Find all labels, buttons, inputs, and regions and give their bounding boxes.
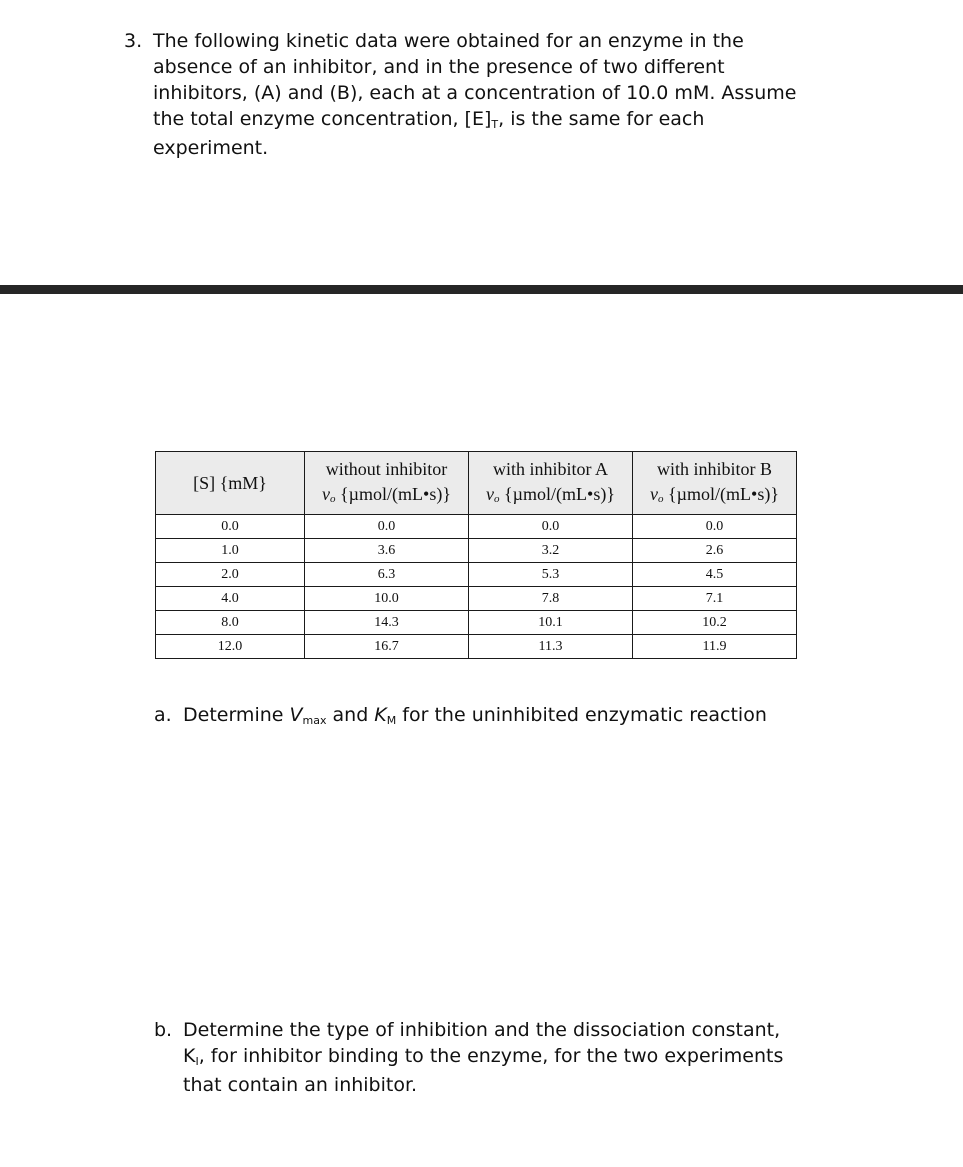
cell-inhibitor-a: 11.3 bbox=[469, 635, 633, 659]
header-unit: vo {µmol/(mL•s)} bbox=[486, 483, 615, 505]
question-line: absence of an inhibitor, and in the presence of two different bbox=[153, 56, 725, 78]
header-unit: vo {µmol/(mL•s)} bbox=[322, 483, 451, 505]
cell-without-inhibitor: 14.3 bbox=[305, 611, 469, 635]
header-unit: vo {µmol/(mL•s)} bbox=[650, 483, 779, 505]
km-symbol: K bbox=[374, 704, 387, 726]
cell-without-inhibitor: 0.0 bbox=[305, 515, 469, 539]
kinetic-data-table bbox=[155, 451, 797, 659]
part-a-label: a. bbox=[154, 704, 172, 726]
cell-inhibitor-a: 5.3 bbox=[469, 563, 633, 587]
section-divider bbox=[0, 285, 963, 294]
cell-without-inhibitor: 16.7 bbox=[305, 635, 469, 659]
header-title: with inhibitor A bbox=[492, 458, 608, 479]
header-title: without inhibitor bbox=[325, 458, 448, 479]
cell-inhibitor-b: 7.1 bbox=[633, 587, 797, 611]
question-line-text: the total enzyme concentration, [E] bbox=[153, 108, 492, 130]
cell-substrate: 1.0 bbox=[156, 539, 305, 563]
table-row bbox=[156, 563, 797, 587]
question-line-text: , is the same for each bbox=[498, 108, 705, 130]
cell-substrate: 4.0 bbox=[156, 587, 305, 611]
cell-without-inhibitor: 3.6 bbox=[305, 539, 469, 563]
cell-substrate: 12.0 bbox=[156, 635, 305, 659]
table-row bbox=[156, 635, 797, 659]
enzyme-total-subscript: T bbox=[491, 118, 499, 131]
table-row bbox=[156, 515, 797, 539]
cell-inhibitor-b: 10.2 bbox=[633, 611, 797, 635]
header-title: with inhibitor B bbox=[656, 458, 772, 479]
cell-substrate: 2.0 bbox=[156, 563, 305, 587]
question-number: 3. bbox=[124, 30, 143, 52]
cell-inhibitor-b: 11.9 bbox=[633, 635, 797, 659]
cell-without-inhibitor: 6.3 bbox=[305, 563, 469, 587]
part-b-line: that contain an inhibitor. bbox=[183, 1074, 418, 1096]
cell-substrate: 0.0 bbox=[156, 515, 305, 539]
cell-inhibitor-b: 4.5 bbox=[633, 563, 797, 587]
cell-inhibitor-b: 2.6 bbox=[633, 539, 797, 563]
table-row bbox=[156, 587, 797, 611]
question-text bbox=[153, 28, 843, 161]
cell-inhibitor-a: 7.8 bbox=[469, 587, 633, 611]
header-with-inhibitor-b bbox=[633, 452, 797, 515]
part-b-label: b. bbox=[154, 1019, 173, 1041]
vmax-symbol: V bbox=[289, 704, 303, 726]
header-with-inhibitor-a bbox=[469, 452, 633, 515]
question-line bbox=[153, 106, 843, 135]
question-line: experiment. bbox=[153, 137, 269, 159]
header-without-inhibitor bbox=[305, 452, 469, 515]
cell-inhibitor-a: 3.2 bbox=[469, 539, 633, 563]
header-substrate: [S] {mM} bbox=[156, 452, 305, 515]
cell-without-inhibitor: 10.0 bbox=[305, 587, 469, 611]
cell-inhibitor-a: 10.1 bbox=[469, 611, 633, 635]
question-line: inhibitors, (A) and (B), each at a concentration of 10.0 mM. Assume bbox=[153, 82, 797, 104]
cell-inhibitor-a: 0.0 bbox=[469, 515, 633, 539]
vmax-subscript: max bbox=[302, 714, 327, 727]
cell-inhibitor-b: 0.0 bbox=[633, 515, 797, 539]
part-b-line: Determine the type of inhibition and the dissociation constant, bbox=[183, 1019, 781, 1041]
table-row bbox=[156, 539, 797, 563]
table-row bbox=[156, 611, 797, 635]
ki-symbol: K bbox=[183, 1045, 196, 1067]
km-subscript: M bbox=[386, 714, 397, 727]
part-a-text: Determine Vmax and KM for the uninhibited enzymatic reaction bbox=[183, 704, 767, 727]
question-line: The following kinetic data were obtained for an enzyme in the bbox=[153, 30, 744, 52]
cell-substrate: 8.0 bbox=[156, 611, 305, 635]
table-header-row bbox=[156, 452, 797, 515]
ki-subscript: I bbox=[195, 1055, 199, 1068]
part-b-text bbox=[183, 1017, 843, 1098]
part-b-line: KI, for inhibitor binding to the enzyme, for the two experiments bbox=[183, 1045, 784, 1068]
